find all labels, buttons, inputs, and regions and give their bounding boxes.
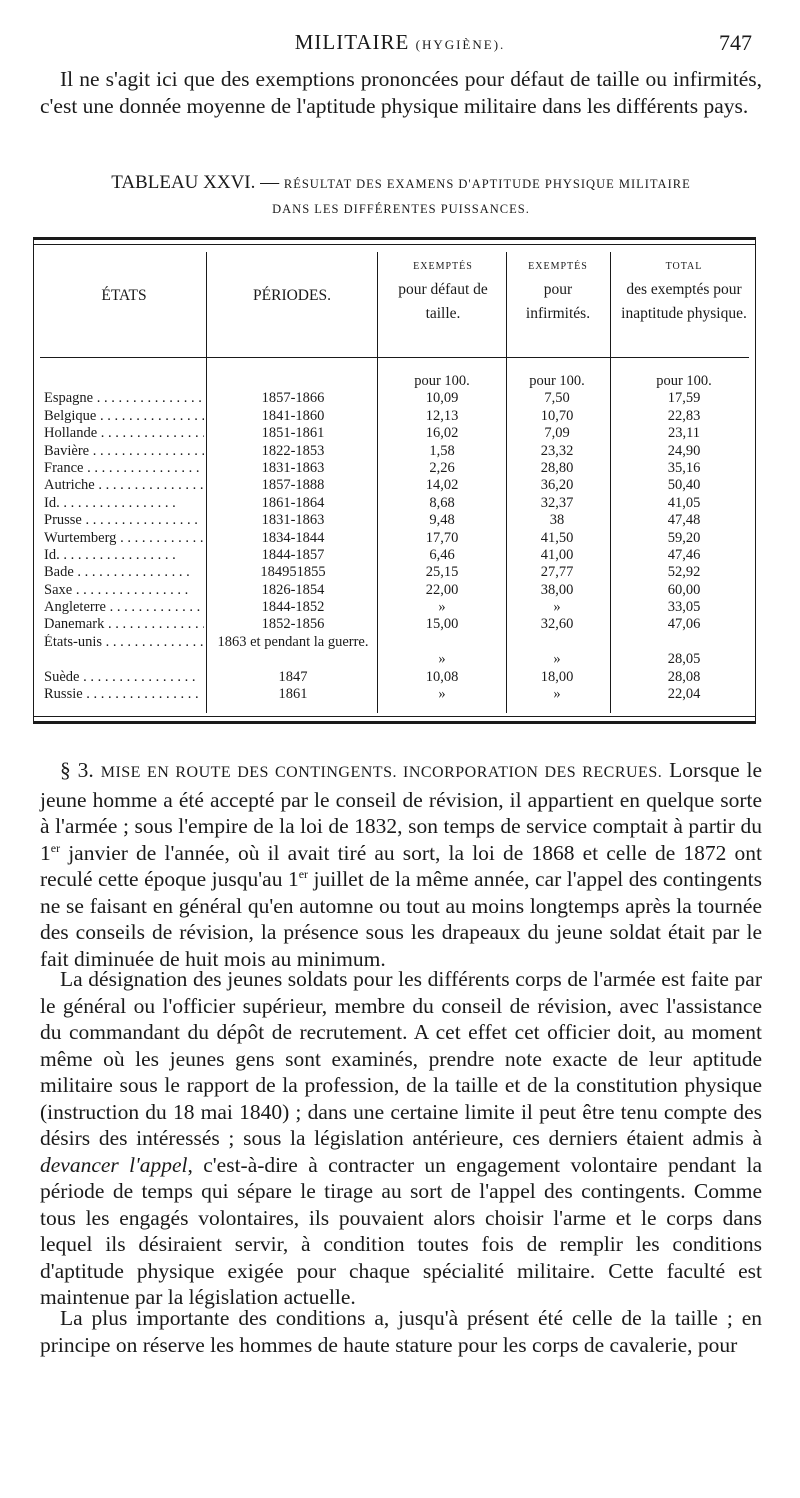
cell-infirm: 32,60: [540, 616, 574, 633]
header-exempt-infirmites: EXEMPTÉS pour infirmités.: [525, 261, 591, 322]
unit-row: pour 100. pour 100. pour 100.: [414, 373, 712, 389]
cell-infirm: 27,77: [540, 564, 574, 581]
intro-paragraph: Il ne s'agit ici que des exemptions prononcées pour défaut de taille ou infirmités, c'est une donnée moyenne de l'aptitude physique militaire dans les différents pays.: [40, 67, 762, 118]
cell-total: 17,59: [667, 390, 701, 407]
cell-infirm: 38: [549, 512, 565, 529]
cell-taille: 25,15: [425, 564, 459, 581]
section-title: MISE EN ROUTE DES CONTINGENTS. INCORPORATION DES RECRUES.: [100, 764, 663, 781]
cell-period: 1857-1888: [261, 477, 325, 494]
cell-infirm: 7,09: [544, 425, 570, 442]
cell-state: États-unis . . .: [44, 634, 204, 651]
cell-period: 1857-1866: [261, 390, 325, 407]
cell-total: 60,00: [667, 581, 701, 598]
cell-period: 1834-1844: [261, 529, 325, 546]
cell-period: 1852-1856: [261, 616, 325, 633]
cell-state: Prusse . . .: [44, 512, 204, 529]
section-number: § 3.: [60, 758, 94, 782]
cell-total: 41,05: [667, 494, 701, 511]
table-row: [34, 530, 755, 547]
cell-period: 1863 et pendant la guerre.: [217, 633, 369, 650]
table-row: [34, 390, 755, 407]
cell-total: 35,16: [667, 459, 701, 476]
cell-infirm: 7,50: [544, 390, 570, 407]
cell-infirm: 36,20: [540, 477, 574, 494]
cell-taille: 16,02: [425, 425, 459, 442]
cell-infirm: 23,32: [540, 442, 574, 459]
header-total: TOTAL des exemptés pour inaptitude physique.: [621, 261, 747, 322]
cell-state: Suède . . .: [44, 669, 204, 686]
cell-period: 1847: [278, 668, 308, 685]
cell-taille: »: [438, 599, 446, 616]
table-row: [34, 686, 755, 703]
cell-state: Angleterre . . .: [44, 599, 204, 616]
table-row: [34, 616, 755, 633]
designation-paragraph: La désignation des jeunes soldats pour les différents corps de l'armée est faite par le général ou l'officier supérieur, membre du conseil de révision, avec l'assistance du commandant du dépôt de recrutement. A cet effet cet officier doit, au moment même où les jeunes gens sont examinés, prendre note exacte de leur aptitude militaire sous le rapport de la profession, de la taille et de la constitution physique (instruction du 18 mai 1840) ; dans une certaine limite il peut être tenu compte des désirs des intéressés ; sous la législation antérieure, ces derniers étaient admis à devancer l'appel, c'est-à-dire à contracter un engagement volontaire pendant la période de temps qui sépare le tirage au sort de l'appel des contingents. Comme tous les engagés volontaires, ils pouvaient alors choisir l'arme et le corps dans lequel ils désiraient servir, à condition toutes fois de remplir les conditions d'aptitude physique exigée pour chaque spécialité militaire. Cette faculté est maintenue par la législation actuelle.: [40, 967, 762, 1309]
page-number: 747: [719, 30, 752, 55]
table-row: [34, 495, 755, 512]
devancer-emphasis: devancer l'appel: [40, 1152, 188, 1177]
cell-period: 1822-1853: [261, 442, 325, 459]
header-exempt-taille: EXEMPTÉS pour défaut de taille.: [398, 261, 488, 322]
table-row: [34, 477, 755, 494]
cell-state: Belgique . . .: [44, 408, 204, 425]
cell-state: Espagne . . .: [44, 390, 204, 407]
cell-total: 50,40: [667, 477, 701, 494]
cell-period: 1841-1860: [261, 407, 325, 424]
cell-infirm: 32,37: [540, 494, 574, 511]
taille-paragraph: La plus importante des conditions a, jusqu'à présent été celle de la taille ; en principe on réserve les hommes de haute stature pour les corps de cavalerie, pour: [40, 1306, 762, 1357]
table-row: [34, 408, 755, 425]
cell-state: Autriche . . .: [44, 477, 204, 494]
header-states: ÉTATS: [101, 287, 147, 304]
cell-taille: 15,00: [425, 616, 459, 633]
table-row: [34, 564, 755, 581]
running-header: [40, 30, 760, 60]
table-row: [34, 460, 755, 477]
table-row: [34, 634, 755, 669]
cell-infirm: »: [553, 651, 561, 668]
cell-state: Wurtemberg . . .: [44, 530, 204, 547]
cell-infirm: 41,00: [540, 546, 574, 563]
table-inner-bottom-rule: [34, 716, 755, 717]
cell-taille: 8,68: [429, 494, 455, 511]
cell-state: Id. . . .: [44, 495, 204, 512]
cell-period: 1844-1857: [261, 546, 325, 563]
table-body: [34, 373, 755, 703]
cell-infirm: 41,50: [540, 529, 574, 546]
cell-taille: 9,48: [429, 512, 455, 529]
table-title-line2: DANS LES DIFFÉRENTES PUISSANCES.: [272, 202, 530, 216]
cell-total: 59,20: [667, 529, 701, 546]
cell-total: 23,11: [667, 425, 701, 442]
cell-total: 33,05: [667, 599, 701, 616]
table-row: [34, 443, 755, 460]
cell-total: 52,92: [667, 564, 701, 581]
cell-state: Bade . . .: [44, 564, 204, 581]
cell-total: 22,04: [667, 686, 701, 703]
table-row: [34, 512, 755, 529]
cell-period: 1826-1854: [261, 581, 325, 598]
cell-state: France . . .: [44, 460, 204, 477]
cell-total: 28,05: [667, 651, 701, 668]
cell-infirm: 28,80: [540, 459, 574, 476]
cell-state: Hollande . . .: [44, 425, 204, 442]
exemption-table: [33, 237, 756, 724]
cell-infirm: 10,70: [540, 407, 574, 424]
cell-period: 1851-1861: [261, 425, 325, 442]
table-row: [34, 582, 755, 599]
header-rule: [40, 357, 749, 358]
table-row: [34, 669, 755, 686]
cell-state: Id. . . .: [44, 547, 204, 564]
cell-period: 1861: [278, 686, 308, 703]
cell-taille: 14,02: [425, 477, 459, 494]
cell-total: 47,48: [667, 512, 701, 529]
cell-infirm: 38,00: [540, 581, 574, 598]
table-row: [34, 599, 755, 616]
cell-period: 1831-1863: [261, 459, 325, 476]
cell-taille: 1,58: [429, 442, 455, 459]
cell-taille: 10,09: [425, 390, 459, 407]
cell-infirm: »: [553, 686, 561, 703]
cell-infirm: »: [553, 599, 561, 616]
table-row: [34, 425, 755, 442]
cell-infirm: 18,00: [540, 668, 574, 685]
cell-total: 47,06: [667, 616, 701, 633]
cell-total: 22,83: [667, 407, 701, 424]
cell-period: 1831-1863: [261, 512, 325, 529]
cell-taille: »: [438, 651, 446, 668]
cell-period: 1844-1852: [261, 599, 325, 616]
table-row: [34, 547, 755, 564]
cell-taille: 22,00: [425, 581, 459, 598]
cell-state: Danemark . . .: [44, 616, 204, 633]
cell-taille: »: [438, 686, 446, 703]
table-title-line1: RÉSULTAT DES EXAMENS D'APTITUDE PHYSIQUE MILITAIRE: [283, 177, 691, 191]
table-inner-top-rule: [34, 244, 755, 245]
header-periods: PÉRIODES.: [253, 287, 331, 304]
table-caption: TABLEAU XXVI. — RÉSULTAT DES EXAMENS D'APTITUDE PHYSIQUE MILITAIRE DANS LES DIFFÉRENTES PUISSANCES.: [40, 172, 762, 217]
cell-taille: 2,26: [429, 459, 455, 476]
cell-state: Russie . . .: [44, 686, 204, 703]
running-title: MILITAIRE (HYGIÈNE).: [294, 30, 506, 54]
cell-taille: 10,08: [425, 668, 459, 685]
cell-taille: 6,46: [429, 546, 455, 563]
cell-total: 28,08: [667, 668, 701, 685]
section-3-paragraph: § 3. MISE EN ROUTE DES CONTINGENTS. INCORPORATION DES RECRUES. Lorsque le jeune homme a été accepté par le conseil de révision, il appartient en quelque sorte à l'armée ; sous l'empire de la loi de 1832, son temps de service comptait à partir du 1er janvier de l'année, où il avait tiré au sort, la loi de 1868 et celle de 1872 ont reculé cette époque jusqu'au 1er juillet de la même année, car l'appel des contingents ne se faisant en général qu'en automne ou tout au moins longtemps après la tournée des conseils de révision, la présence sous les drapeaux du jeune soldat était par le fait diminuée de huit mois au minimum.: [40, 758, 763, 971]
cell-total: 47,46: [667, 546, 701, 563]
cell-taille: 17,70: [425, 529, 459, 546]
cell-taille: 12,13: [425, 407, 459, 424]
cell-total: 24,90: [667, 442, 701, 459]
cell-period: 184951855: [260, 564, 326, 581]
cell-period: 1861-1864: [261, 494, 325, 511]
cell-state: Saxe . . .: [44, 582, 204, 599]
cell-state: Bavière . . .: [44, 443, 204, 460]
table-label: TABLEAU XXVI.: [111, 172, 256, 193]
